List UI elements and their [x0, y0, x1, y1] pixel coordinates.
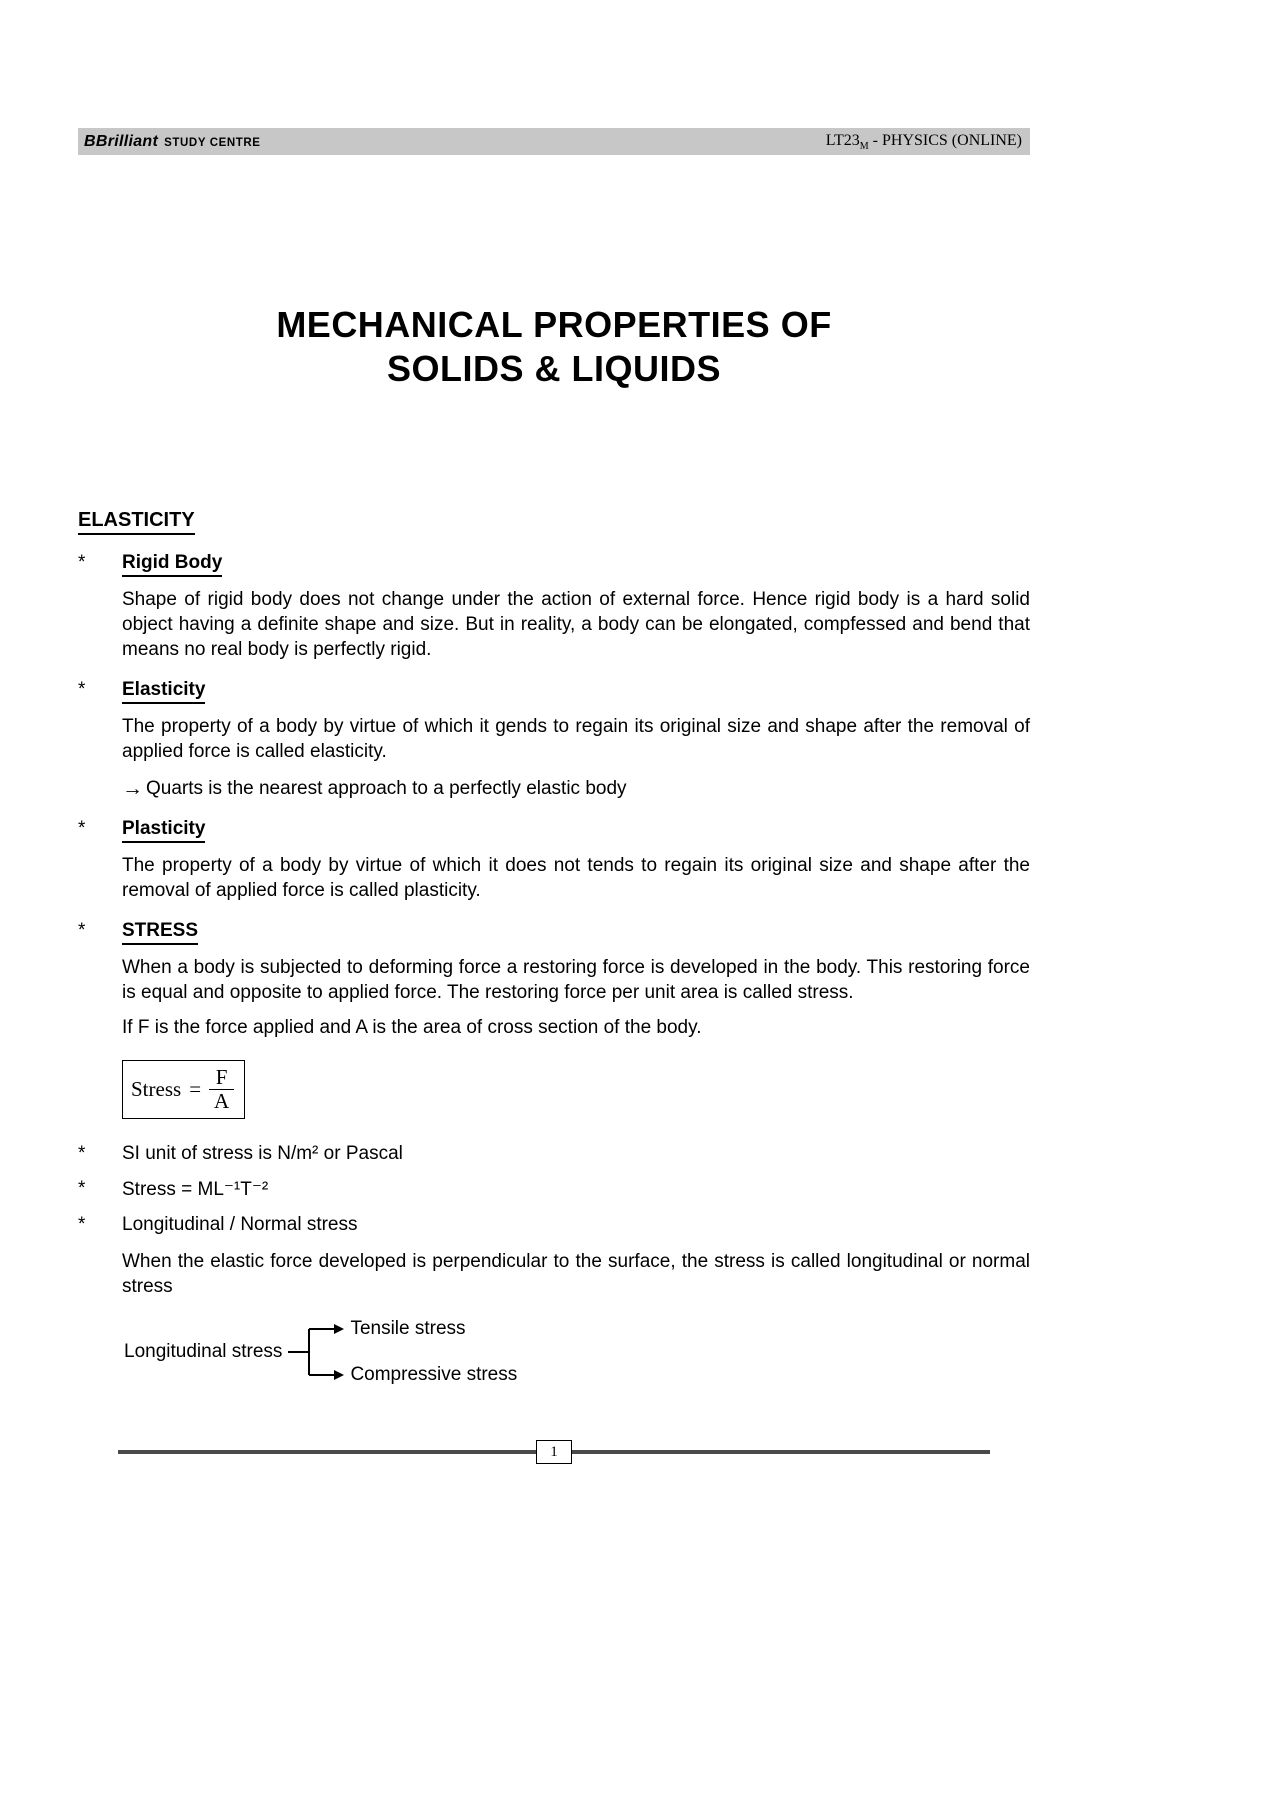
formula-fraction — [209, 1066, 234, 1113]
fraction-denominator: A — [209, 1089, 234, 1113]
branch-label-compressive: Compressive stress — [350, 1364, 518, 1386]
bullet-marker: * — [78, 679, 86, 700]
item-elasticity — [78, 679, 1030, 704]
page-number-box — [536, 1440, 572, 1464]
bullet-si-unit — [78, 1143, 1030, 1165]
document-content — [78, 155, 1030, 1385]
header-bar — [78, 128, 1030, 155]
course-code-main: LT23 — [825, 131, 860, 149]
bullet-dimension — [78, 1178, 1030, 1201]
item-plasticity — [78, 818, 1030, 843]
bullet-dimension-text: Stress = ML⁻¹T⁻² — [122, 1179, 269, 1201]
title-line-2: SOLIDS & LIQUIDS — [386, 348, 722, 389]
bullet-marker: * — [78, 1143, 86, 1165]
section-heading-elasticity: ELASTICITY — [78, 509, 1030, 535]
bullet-marker: * — [78, 1214, 86, 1236]
paragraph-plasticity: The property of a body by virtue of which it does not tends to regain its original size and shape after the removal of applied force is called plasticity. — [122, 855, 1030, 901]
diagram-label: Longitudinal stress — [124, 1341, 283, 1363]
stress-formula-box — [122, 1060, 245, 1119]
brand — [84, 133, 261, 151]
paragraph-stress-2: If F is the force applied and A is the area of cross section of the body. — [122, 1017, 702, 1038]
branch-labels — [350, 1319, 517, 1385]
bullet-marker: * — [78, 920, 86, 941]
arrow-right-icon: → — [122, 777, 143, 800]
course-code — [826, 132, 1022, 152]
paragraph-stress-3: When the elastic force developed is perpendicular to the surface, the stress is called longitudinal or normal stress — [122, 1251, 1030, 1298]
heading-plasticity: Plasticity — [122, 818, 205, 843]
item-stress — [78, 920, 1030, 945]
bullet-marker: * — [78, 1178, 86, 1200]
bullet-marker: * — [78, 552, 86, 573]
heading-stress: STRESS — [122, 920, 198, 945]
formula-equals: = — [189, 1077, 202, 1102]
brand-tagline: STUDY CENTRE — [164, 136, 261, 149]
longitudinal-stress-diagram — [124, 1319, 1030, 1385]
paragraph-elasticity: The property of a body by virtue of which it gends to regain its original size and shape after the removal of applied force is called elasticity. — [122, 716, 1030, 762]
fraction-numerator: F — [215, 1065, 228, 1089]
elasticity-note — [122, 777, 1030, 801]
title-line-1: MECHANICAL PROPERTIES OF — [276, 304, 832, 345]
document-title — [78, 303, 1030, 391]
page-number: 1 — [550, 1443, 558, 1460]
heading-rigid-body: Rigid Body — [122, 552, 222, 577]
bullet-longitudinal — [78, 1214, 1030, 1236]
item-rigid-body — [78, 552, 1030, 577]
course-code-rest: - PHYSICS (ONLINE) — [872, 131, 1022, 149]
branch-bracket-icon — [288, 1319, 346, 1385]
paragraph-stress-1: When a body is subjected to deforming force a restoring force is developed in the body. This restoring force is equal and opposite to applied force. The restoring force per unit area is called stress. — [122, 957, 1030, 1003]
branch-label-tensile: Tensile stress — [350, 1318, 466, 1340]
bullet-si-text: SI unit of stress is N/m² or Pascal — [122, 1143, 403, 1165]
heading-elasticity: Elasticity — [122, 679, 205, 704]
bullet-marker: * — [78, 818, 86, 839]
formula-lhs: Stress — [131, 1077, 182, 1102]
brand-name: BBrilliant — [84, 132, 159, 150]
bullet-longitudinal-text: Longitudinal / Normal stress — [122, 1214, 358, 1236]
course-code-subscript: M — [859, 140, 869, 152]
footer — [118, 1440, 990, 1464]
note-text: Quarts is the nearest approach to a perfectly elastic body — [146, 778, 627, 799]
paragraph-rigid-body: Shape of rigid body does not change under the action of external force. Hence rigid body is a hard solid object having a definite shape and size. But in reality, a body can be elongated, compfessed and bend that means no real body is perfectly rigid. — [122, 589, 1030, 660]
